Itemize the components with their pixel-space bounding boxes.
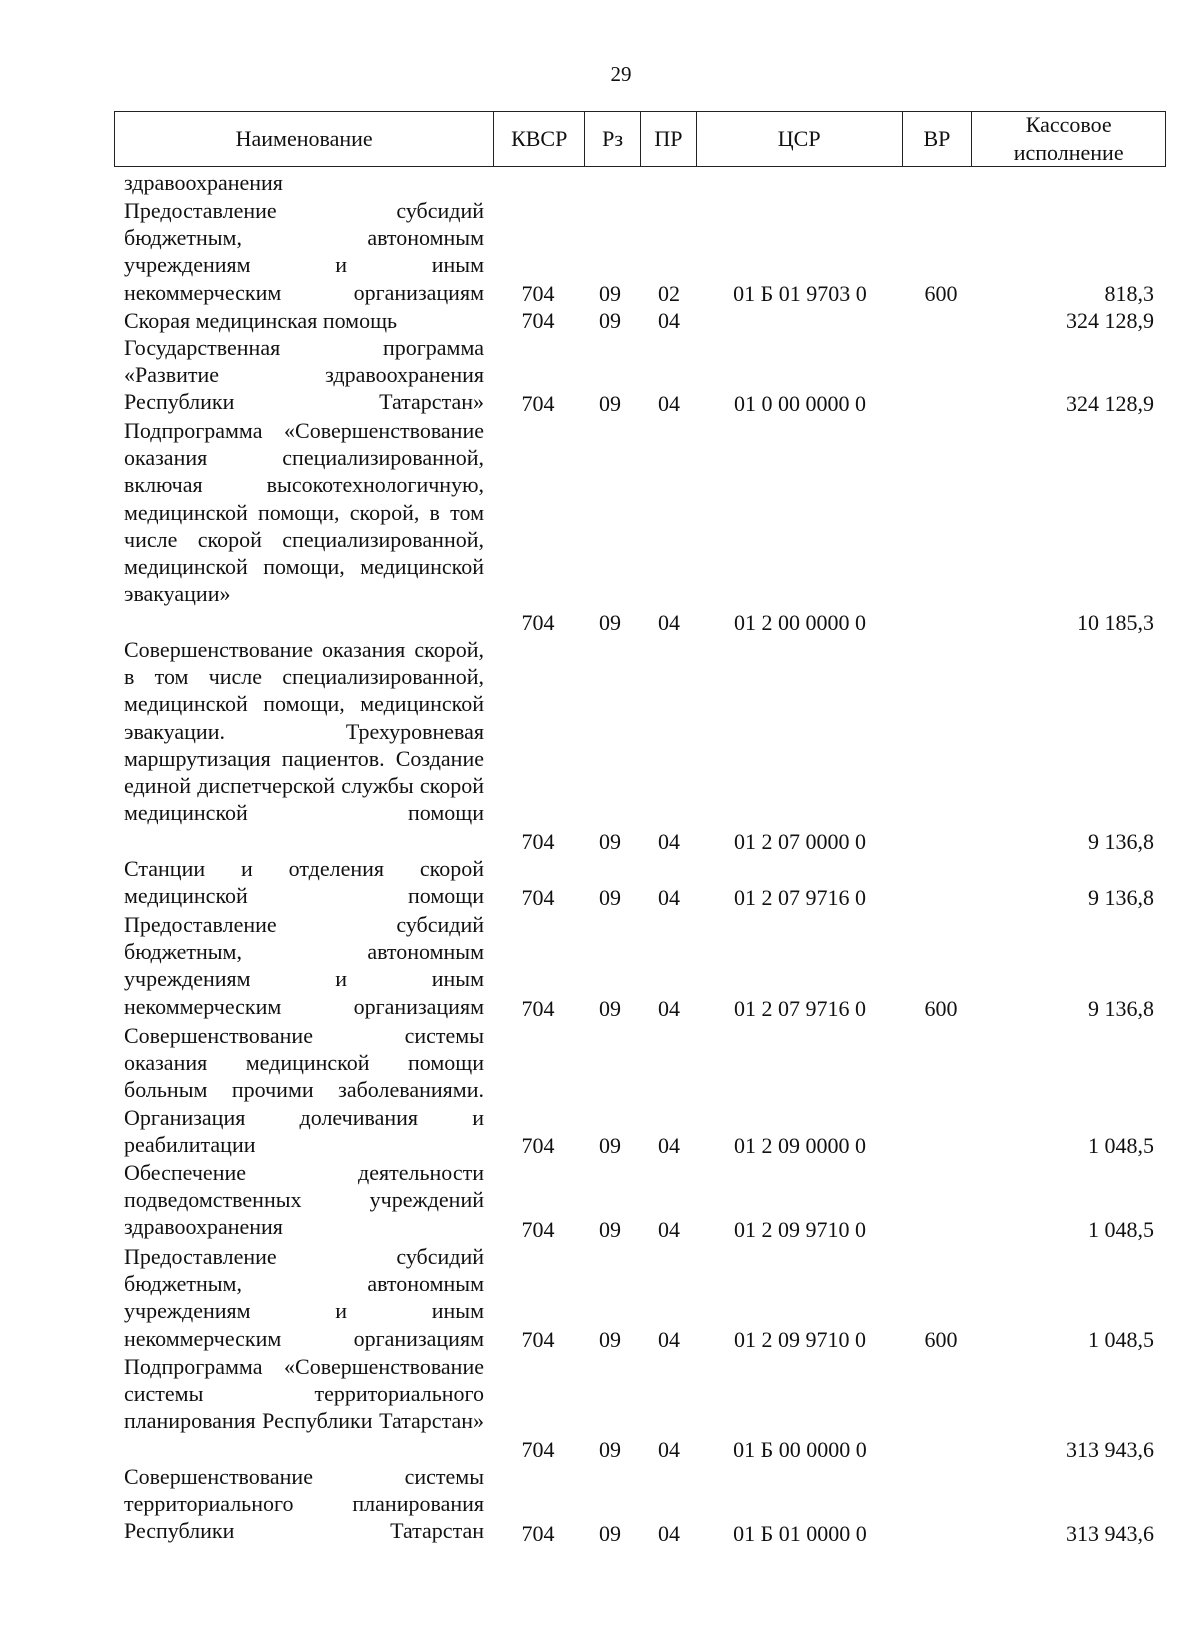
row-amount: 324 128,9 — [1066, 308, 1154, 333]
row-name: Предоставление субсидий бюджетным, автономным учреждениям и иным некоммерческим организациям — [124, 198, 484, 305]
row-kvsr: 704 — [521, 1521, 555, 1546]
row-name: Совершенствование системы оказания медицинской помощи больным прочими заболеваниями. Организация долечивания и реабилитации — [124, 1023, 484, 1157]
row-name: Обеспечение деятельности подведомственных учреждений здравоохранения — [124, 1160, 484, 1240]
row-rz: 09 — [599, 1133, 621, 1158]
header-kvsr: КВСР — [494, 112, 585, 166]
row-amount: 9 136,8 — [1088, 996, 1154, 1021]
row-kvsr: 704 — [521, 885, 555, 910]
header-amount: Кассовое исполнение — [1013, 112, 1124, 165]
table-row — [0, 1159, 1200, 1243]
row-amount: 10 185,3 — [1077, 610, 1154, 635]
row-amount: 9 136,8 — [1088, 829, 1154, 854]
row-pr: 04 — [658, 829, 680, 854]
row-rz: 09 — [599, 1327, 621, 1352]
table-row — [0, 855, 1200, 911]
row-csr: 01 Б 00 0000 0 — [733, 1437, 867, 1462]
header-pr: ПР — [641, 112, 697, 166]
row-pr: 04 — [658, 391, 680, 416]
table-header — [114, 111, 1166, 167]
row-pr: 04 — [658, 1217, 680, 1242]
row-amount: 1 048,5 — [1088, 1133, 1154, 1158]
row-name: Предоставление субсидий бюджетным, автономным учреждениям и иным некоммерческим организациям — [124, 912, 484, 1019]
row-csr: 01 2 00 0000 0 — [734, 610, 866, 635]
row-rz: 09 — [599, 1437, 621, 1462]
row-amount: 1 048,5 — [1088, 1217, 1154, 1242]
row-name: Подпрограмма «Совершенствование оказания специализированной, включая высокотехнологичную, медицинской помощи, скорой, в том числе скорой специализированной, медицинской помощи, медицинской эвакуации» — [124, 418, 484, 607]
row-csr: 01 2 07 9716 0 — [734, 996, 866, 1021]
row-pr: 04 — [658, 1437, 680, 1462]
row-pr: 04 — [658, 1327, 680, 1352]
row-kvsr: 704 — [521, 610, 555, 635]
row-rz: 09 — [599, 308, 621, 333]
row-name: Предоставление субсидий бюджетным, автономным учреждениям и иным некоммерческим организациям — [124, 1244, 484, 1351]
row-vr: 600 — [924, 1327, 958, 1352]
table-row — [0, 307, 1200, 334]
table-row — [0, 1463, 1200, 1547]
row-csr: 01 2 07 9716 0 — [734, 885, 866, 910]
row-rz: 09 — [599, 1521, 621, 1546]
row-kvsr: 704 — [521, 1327, 555, 1352]
row-name: Подпрограмма «Совершенствование системы территориального планирования Республики Татарстан» — [124, 1354, 484, 1434]
header-vr: ВР — [903, 112, 973, 166]
row-name: Скорая медицинская помощь — [124, 308, 398, 333]
table-row — [0, 197, 1200, 307]
row-rz: 09 — [599, 829, 621, 854]
row-csr: 01 0 00 0000 0 — [734, 391, 866, 416]
row-csr: 01 Б 01 9703 0 — [733, 281, 867, 306]
row-amount: 313 943,6 — [1066, 1437, 1154, 1462]
row-name: Совершенствование оказания скорой, в том числе специализированной, медицинской помощи, медицинской эвакуации. Трехуровневая маршрутизация пациентов. Создание единой диспетчерской службы скорой медицинской помощи — [124, 637, 484, 826]
row-name: Государственная программа «Развитие здравоохранения Республики Татарстан» — [124, 335, 484, 415]
row-amount: 9 136,8 — [1088, 885, 1154, 910]
row-kvsr: 704 — [521, 391, 555, 416]
row-vr: 600 — [924, 281, 958, 306]
table-row — [0, 334, 1200, 417]
row-rz: 09 — [599, 610, 621, 635]
row-pr: 02 — [658, 281, 680, 306]
row-pr: 04 — [658, 996, 680, 1021]
row-pr: 04 — [658, 885, 680, 910]
row-kvsr: 704 — [521, 1133, 555, 1158]
page-number: 29 — [610, 62, 632, 86]
table-row — [0, 911, 1200, 1022]
row-amount: 1 048,5 — [1088, 1327, 1154, 1352]
table-row — [0, 636, 1200, 855]
table-row — [0, 1353, 1200, 1463]
table-row — [0, 1243, 1200, 1353]
row-kvsr: 704 — [521, 1217, 555, 1242]
row-name: здравоохранения — [124, 170, 283, 195]
row-name: Станции и отделения скорой медицинской помощи — [124, 856, 484, 909]
row-kvsr: 704 — [521, 308, 555, 333]
row-kvsr: 704 — [521, 1437, 555, 1462]
row-pr: 04 — [658, 1521, 680, 1546]
row-rz: 09 — [599, 1217, 621, 1242]
row-rz: 09 — [599, 996, 621, 1021]
row-kvsr: 704 — [521, 996, 555, 1021]
row-name: Совершенствование системы территориального планирования Республики Татарстан — [124, 1464, 484, 1544]
row-pr: 04 — [658, 610, 680, 635]
row-amount: 818,3 — [1104, 281, 1154, 306]
row-kvsr: 704 — [521, 281, 555, 306]
table-row — [0, 1022, 1200, 1159]
row-csr: 01 2 09 0000 0 — [734, 1133, 866, 1158]
header-name: Наименование — [115, 112, 494, 166]
row-csr: 01 2 09 9710 0 — [734, 1327, 866, 1352]
row-rz: 09 — [599, 281, 621, 306]
row-pr: 04 — [658, 1133, 680, 1158]
row-amount: 324 128,9 — [1066, 391, 1154, 416]
row-vr: 600 — [924, 996, 958, 1021]
row-pr: 04 — [658, 308, 680, 333]
row-csr: 01 Б 01 0000 0 — [733, 1521, 867, 1546]
row-rz: 09 — [599, 391, 621, 416]
row-rz: 09 — [599, 885, 621, 910]
header-rz: Рз — [585, 112, 641, 166]
row-amount: 313 943,6 — [1066, 1521, 1154, 1546]
header-csr: ЦСР — [697, 112, 903, 166]
table-row — [0, 169, 1200, 197]
row-csr: 01 2 07 0000 0 — [734, 829, 866, 854]
row-kvsr: 704 — [521, 829, 555, 854]
row-csr: 01 2 09 9710 0 — [734, 1217, 866, 1242]
table-row — [0, 417, 1200, 636]
